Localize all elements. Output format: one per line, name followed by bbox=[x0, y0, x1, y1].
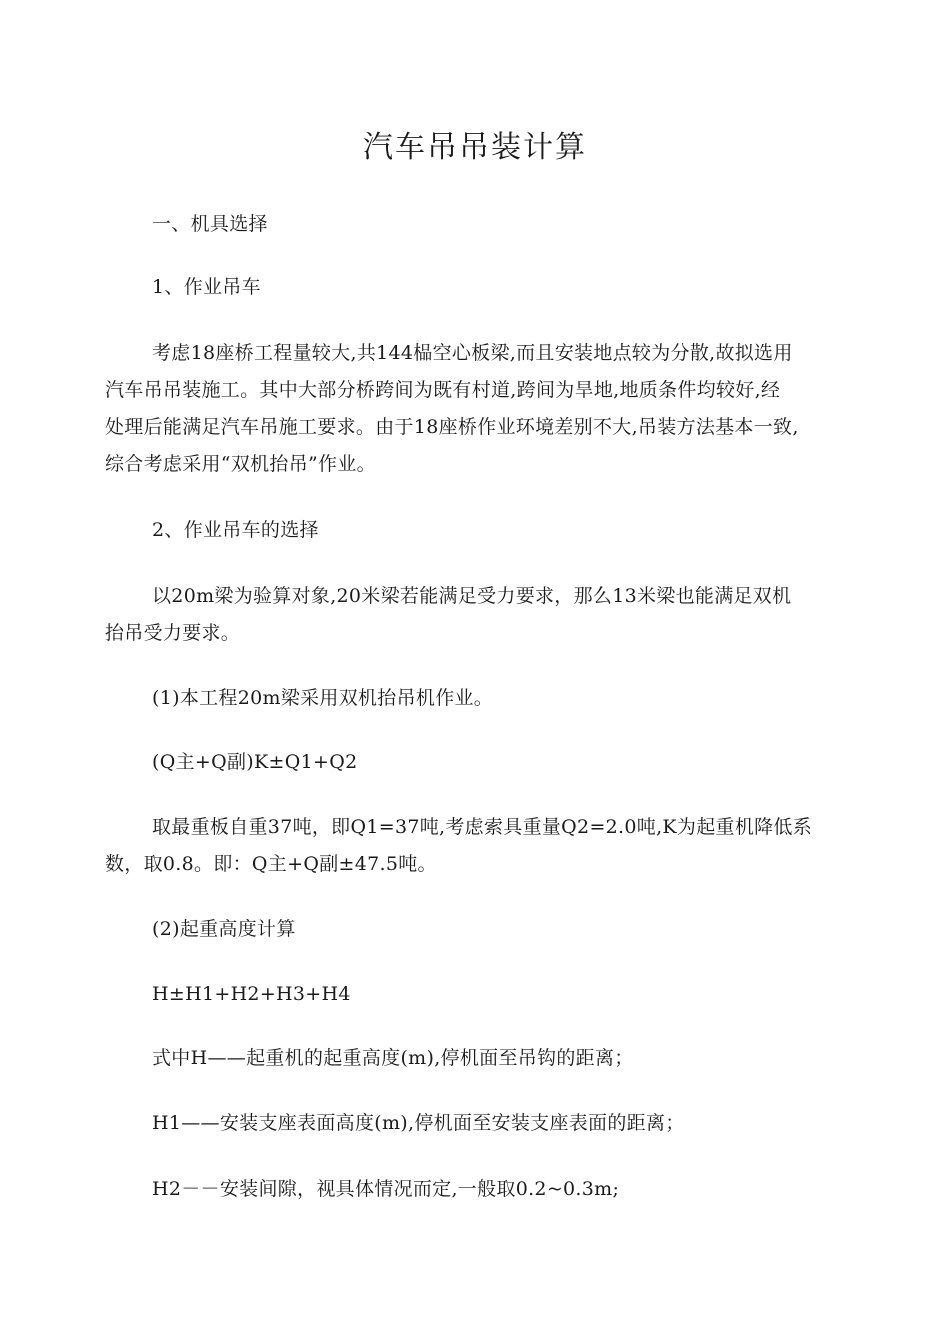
paragraph-line: 以20m梁为验算对象,20米梁若能满足受力要求，那么13米梁也能满足双机 bbox=[152, 585, 792, 607]
paragraph-line: 数，取0.8。即：Q主+Q副±47.5吨。 bbox=[105, 853, 437, 875]
list-item-2: (2)起重高度计算 bbox=[152, 918, 296, 940]
definition-h: 式中H——起重机的起重高度(m),停机面至吊钩的距离； bbox=[152, 1047, 634, 1069]
paragraph-line: 综合考虑采用“双机抬吊”作业。 bbox=[105, 453, 376, 475]
subsection-heading-crane-selection: 2、作业吊车的选择 bbox=[152, 519, 319, 541]
section-heading-machinery: 一、机具选择 bbox=[152, 213, 268, 235]
formula-height: H±H1+H2+H3+H4 bbox=[152, 983, 351, 1005]
subsection-heading-crane: 1、作业吊车 bbox=[152, 276, 261, 298]
definition-h1: H1——安装支座表面高度(m),停机面至安装支座表面的距离； bbox=[152, 1112, 685, 1134]
paragraph-line: 汽车吊吊装施工。其中大部分桥跨间为既有村道,跨间为旱地,地质条件均较好,经 bbox=[105, 379, 781, 401]
paragraph-line: 处理后能满足汽车吊施工要求。由于18座桥作业环境差别不大,吊装方法基本一致, bbox=[105, 416, 799, 438]
paragraph-line: 抬吊受力要求。 bbox=[105, 622, 241, 644]
definition-h2: H2－－安装间隙，视具体情况而定,一般取0.2~0.3m; bbox=[152, 1178, 620, 1200]
formula-load: (Q主+Q副)K±Q1+Q2 bbox=[152, 751, 358, 773]
paragraph-line: 取最重板自重37吨，即Q1=37吨,考虑索具重量Q2=2.0吨,K为起重机降低系 bbox=[152, 816, 813, 838]
document-title: 汽车吊吊装计算 bbox=[363, 130, 587, 165]
list-item-1: (1)本工程20m梁采用双机抬吊机作业。 bbox=[152, 687, 494, 709]
paragraph-line: 考虑18座桥工程量较大,共144榀空心板梁,而且安装地点较为分散,故拟选用 bbox=[152, 342, 793, 364]
